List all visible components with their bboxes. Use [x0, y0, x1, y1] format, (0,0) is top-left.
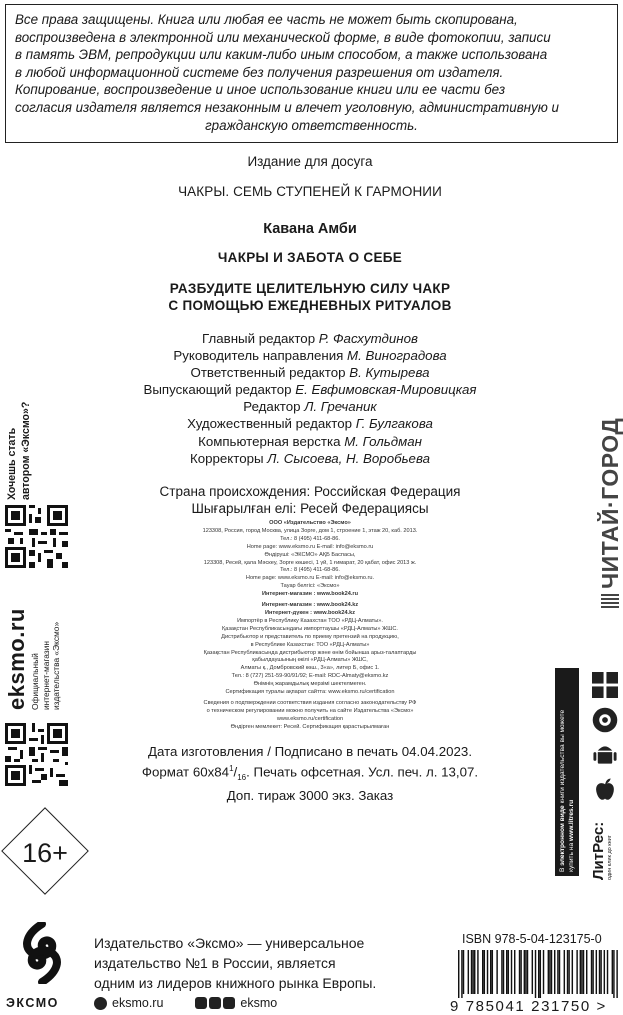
credit-row: Руководитель направления М. Виноградова	[173, 348, 447, 364]
barcode-bar	[472, 950, 473, 994]
barcode-bar	[463, 950, 464, 994]
barcode-bar	[501, 950, 502, 994]
publisher-detail-line: Интернет-магазин : www.book24.ru	[261, 591, 359, 598]
barcode-bar	[586, 950, 587, 994]
barcode-bar	[458, 950, 459, 998]
platform-icons	[592, 672, 618, 803]
publisher-detail-line: 123308, Ресей, қала Мәскеу, Зорге көшесі, 1 үй, 1 ғимарат, 20 қабат, офис 2013 ж.	[203, 559, 417, 566]
barcode-bar	[583, 950, 584, 994]
android-icon	[592, 742, 618, 768]
barcode-bar	[559, 950, 560, 994]
barcode-bar	[607, 950, 608, 994]
windows-icon	[592, 672, 618, 698]
publisher-detail-line: о техническом регулировании можно получить на сайте Издательства «Эксмо»	[206, 707, 414, 714]
barcode-bar	[599, 950, 600, 994]
publisher-detail-line: Алматы қ., Домбровский көш., 3«а», литер Б, офис 1.	[240, 665, 380, 672]
qr-code-author[interactable]	[5, 505, 68, 568]
copyright-line: в память ЭВМ, репродукции или каким-либо иным способом, а также использована	[15, 47, 548, 63]
isbn-label: ISBN 978-5-04-123175-0	[462, 932, 602, 946]
barcode-bar	[572, 950, 573, 994]
barcode-bar	[567, 950, 568, 994]
credit-row: Выпускающий редактор Е. Евфимовская-Мировицкая	[143, 382, 477, 398]
copyright-line: гражданскую ответственность.	[205, 117, 418, 133]
barcode-bar	[554, 950, 555, 994]
subtitle-line: РАЗБУДИТЕ ЦЕЛИТЕЛЬНУЮ СИЛУ ЧАКР	[169, 281, 451, 296]
country-of-origin	[90, 483, 530, 517]
barcode-bar	[576, 950, 577, 994]
credit-row: Художественный редактор Г. Булгакова	[187, 416, 433, 432]
publisher-about: Издательство «Эксмо» — универсальное издательство №1 в России, является одним из лидеров книжного рынка Европы.	[94, 935, 377, 991]
barcode-bar	[580, 950, 581, 994]
publisher-detail-line: Интернет-магазин : www.book24.kz	[261, 602, 359, 609]
barcode-bar	[543, 950, 544, 994]
origin-ru: Страна происхождения: Российская Федерация	[159, 484, 461, 499]
barcode-bar	[527, 950, 528, 994]
author-name: Кавана Амби	[263, 221, 357, 237]
barcode-bar	[564, 950, 565, 994]
browser-icon	[592, 707, 618, 733]
publisher-detail-line: 123308, Россия, город Москва, улица Зорге, дом 1, строение 1, этаж 20, каб. 2013.	[202, 527, 418, 534]
publisher-links	[94, 996, 277, 1010]
publisher-detail-line: в Республике Казахстан: ТОО «РДЦ-Алматы»	[250, 641, 370, 648]
barcode-bar	[484, 950, 485, 994]
barcode-bar	[549, 950, 550, 994]
ok-icon[interactable]	[223, 997, 235, 1009]
copyright-line: в любой информационной системе без получения разрешения от издателя.	[15, 64, 504, 80]
barcode-bar	[490, 950, 491, 994]
copyright-line: воспроизведена в электронной или механической форме, в виде фотокопии, записи	[15, 29, 551, 45]
barcode-bar	[506, 950, 507, 994]
barcode-bar	[612, 950, 613, 994]
publisher-detail-line: Сведения о подтверждении соответствия издания согласно законодательству РФ	[203, 699, 417, 706]
eksmo-logo-text: ЭКСМО	[6, 996, 59, 1010]
barcode-bar	[468, 950, 469, 994]
barcode-bar	[474, 950, 475, 994]
barcode-bar	[557, 950, 558, 994]
credit-row: Главный редактор Р. Фасхутдинов	[202, 331, 418, 346]
barcode-bar	[487, 950, 488, 994]
want-author-caption: Хочешь стать автором «Эксмо»?	[6, 401, 32, 500]
barcode-bar	[548, 950, 549, 994]
barcode-bar	[581, 950, 582, 994]
barcode-bar	[540, 950, 541, 998]
barcode-bar	[613, 950, 614, 998]
publisher-detail-line: Өндіруші: «ЭКСМО» АҚБ Баспасы,	[264, 551, 356, 558]
publisher-detail-line: Home page: www.eksmo.ru E-mail: info@eksmo.ru	[246, 543, 374, 550]
barcode	[458, 950, 618, 998]
publisher-detail-line: www.eksmo.ru/certification	[276, 715, 344, 722]
site-name[interactable]: eksmo.ru	[4, 608, 29, 710]
publisher-details	[150, 520, 470, 732]
barcode-bar	[496, 950, 497, 994]
barcode-bar	[532, 950, 533, 994]
litres-logo: ЛитРес: один клик до книг	[590, 821, 613, 880]
barcode-bar	[477, 950, 478, 994]
barcode-bar	[535, 950, 536, 998]
publisher-detail-line: қабылдаушының өкілі «РДЦ-Алматы» ЖШС,	[252, 657, 368, 664]
barcode-bar	[538, 950, 539, 998]
publisher-detail-line: Тел.: 8 (495) 411-68-86.	[280, 567, 340, 574]
publisher-detail-line: Тел.: 8 (727) 251-59-90/91/92; E-mail: RDC-Almaty@eksmo.kz	[231, 673, 389, 680]
globe-icon	[94, 997, 107, 1010]
barcode-bar	[503, 950, 504, 994]
telegram-icon[interactable]	[209, 997, 221, 1009]
barcode-bar	[492, 950, 493, 994]
chitai-gorod-logo: ЧИТАЙ·ГОРОД	[596, 388, 623, 608]
age-rating: 16+	[22, 838, 68, 868]
barcode-bar	[551, 950, 552, 994]
publisher-detail-line: Өндірген мемлекет: Ресей. Сертификация қарастырылмаған	[230, 723, 390, 730]
barcode-bar	[461, 950, 462, 998]
publisher-detail-line: Интернет-дүкен : www.book24.kz	[264, 609, 356, 616]
barcode-bar	[568, 950, 569, 994]
publisher-detail-line: Қазақстан Республикасындағы импорттаушы «РДЦ-Алматы» ЖШС.	[222, 625, 398, 632]
credits-list	[90, 330, 530, 467]
barcode-bar	[519, 950, 520, 994]
book-title: ЧАКРЫ И ЗАБОТА О СЕБЕ	[217, 250, 403, 265]
print-info	[100, 743, 520, 804]
edition-type: Издание для досуга	[247, 154, 373, 169]
series-title: ЧАКРЫ. СЕМЬ СТУПЕНЕЙ К ГАРМОНИИ	[178, 184, 442, 199]
publisher-detail-line: Импортёр в Республику Казахстан ТОО «РДЦ-Алматы».	[237, 617, 383, 624]
copyright-notice	[5, 4, 618, 143]
qr-code-store[interactable]	[5, 723, 68, 786]
publisher-detail-line: Тауар белгісі: «Эксмо»	[280, 583, 340, 590]
publisher-detail-line: ООО «Издательство «Эксмо»	[269, 520, 351, 526]
credit-row: Компьютерная верстка М. Гольдман	[198, 433, 422, 449]
barcode-bar	[525, 950, 526, 994]
barcode-bar	[592, 950, 593, 994]
vk-icon[interactable]	[195, 997, 207, 1009]
barcode-bar	[591, 950, 592, 994]
social-handle[interactable]: eksmo	[240, 996, 278, 1010]
chitai-bars-icon	[601, 594, 619, 608]
credit-row: Корректоры Л. Сысоева, Н. Воробьева	[189, 450, 430, 466]
credit-row: Редактор Л. Гречаник	[243, 399, 377, 415]
barcode-bar	[520, 950, 521, 994]
copyright-line: согласия издателя является незаконным и влечет уголовную, административную и	[15, 99, 559, 115]
eksmo-store-caption: eksmo.ru Официальный интернет-магазин издательства «Эксмо»	[4, 600, 74, 710]
book-subtitle	[90, 280, 530, 314]
print-date: Дата изготовления / Подписано в печать 04.04.2023.	[147, 744, 473, 759]
publisher-detail-line: Home page: www.eksmo.ru E-mail: info@eksmo.ru.	[245, 575, 375, 582]
copyright-line: Все права защищены. Книга или любая ее часть не может быть скопирована,	[15, 12, 518, 27]
copyright-line: Копирование, воспроизведение и иное использование книги или ее части без	[15, 82, 506, 98]
barcode-bar	[524, 950, 525, 994]
publisher-detail-line: Өнімнің жарамдылық мерзімі шектелмеген.	[253, 681, 367, 688]
barcode-bar	[604, 950, 605, 994]
barcode-bar	[471, 950, 472, 994]
barcode-bar	[482, 950, 483, 994]
origin-kz: Шығарылған елі: Ресей Федерациясы	[191, 501, 429, 516]
print-format: Формат $60х84^1/_{16}$. Печать офсетная. Усл. печ. л. 13,07.	[141, 764, 479, 783]
print-run: Доп. тираж 3000 экз. Заказ	[226, 787, 394, 803]
barcode-bar	[514, 950, 515, 994]
barcode-bar	[508, 950, 509, 994]
eksmo-logo-icon	[16, 922, 68, 984]
isbn-digits: 9 785041 231750 >	[450, 998, 607, 1015]
publisher-detail-line: Қазақстан Республикасында дистрибьютор және өнім бойынша арыз-талаптарды	[203, 649, 417, 656]
site-link[interactable]: eksmo.ru	[112, 996, 164, 1010]
barcode-bar	[596, 950, 597, 994]
publisher-detail-line: Тел.: 8 (495) 411-68-86.	[280, 535, 340, 542]
publisher-detail-line: Дистрибьютор и представитель по приему претензий на продукцию,	[221, 633, 399, 640]
credit-row: Ответственный редактор В. Кутырева	[190, 365, 430, 381]
litres-promo: В электронном виде книги издательства вы можете купить на www.litres.ru	[559, 709, 575, 872]
barcode-bar	[511, 950, 512, 994]
subtitle-line: С ПОМОЩЬЮ ЕЖЕДНЕВНЫХ РИТУАЛОВ	[168, 298, 452, 313]
publisher-detail-line: Сертификация туралы ақпарат сайтта: www.eksmo.ru/certification	[225, 689, 395, 696]
barcode-bar	[616, 950, 617, 998]
barcode-bar	[600, 950, 601, 994]
